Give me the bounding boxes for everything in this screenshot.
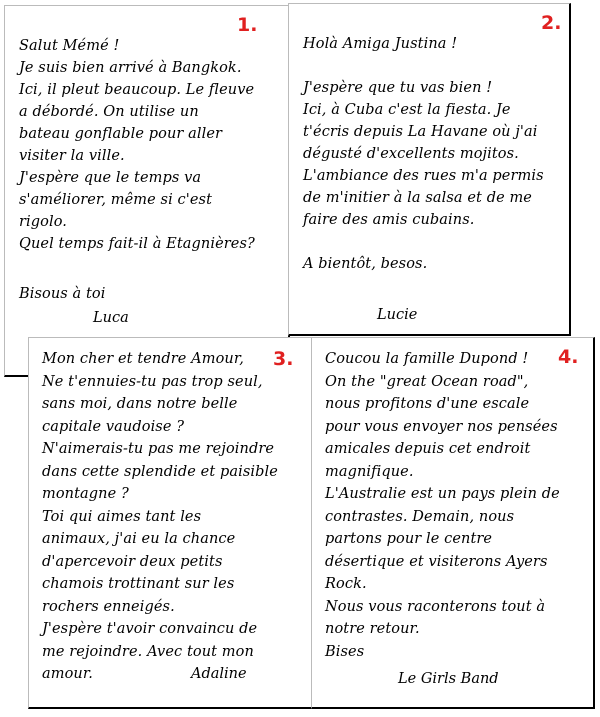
text-line: de m'initier à la salsa et de me bbox=[303, 190, 532, 206]
text-line: Rock. bbox=[325, 576, 367, 592]
text-line: me rejoindre. Avec tout mon bbox=[42, 643, 254, 660]
text-line: d'apercevoir deux petits bbox=[42, 553, 223, 570]
text-line: Bisous à toi bbox=[19, 286, 106, 302]
text-line: sans moi, dans notre belle bbox=[42, 396, 238, 412]
text-line: faire des amis cubains. bbox=[303, 212, 475, 228]
text-line: amour. bbox=[42, 666, 94, 682]
text-line: magnifique. bbox=[325, 463, 414, 480]
card-number: 3. bbox=[273, 348, 294, 370]
signature: Lucie bbox=[377, 307, 418, 323]
text-line: Bises bbox=[325, 643, 365, 660]
text-line: Je suis bien arrivé à Bangkok. bbox=[19, 60, 242, 76]
text-line: J'espère que le temps va bbox=[19, 170, 202, 186]
text-line: Ne t'ennuies-tu pas trop seul, bbox=[42, 373, 263, 390]
text-line: visiter la ville. bbox=[19, 148, 125, 164]
text-line: amicales depuis cet endroit bbox=[325, 441, 531, 457]
text-line: A bientôt, besos. bbox=[303, 256, 428, 272]
text-line: Ici, il pleut beaucoup. Le fleuve bbox=[19, 82, 255, 98]
text-line: nous profitons d'une escale bbox=[325, 396, 530, 412]
text-line: pour vous envoyer nos pensées bbox=[325, 418, 558, 435]
card-number: 2. bbox=[541, 12, 562, 34]
signature: Le Girls Band bbox=[398, 671, 499, 687]
text-line: Salut Mémé ! bbox=[19, 38, 120, 54]
postcard-4 bbox=[311, 337, 595, 709]
text-line: s'améliorer, même si c'est bbox=[19, 192, 212, 208]
text-line: dégusté d'excellents mojitos. bbox=[303, 146, 519, 162]
text-line: Coucou la famille Dupond ! bbox=[325, 351, 529, 367]
text-line: J'espère t'avoir convaincu de bbox=[42, 621, 258, 637]
card-number: 4. bbox=[558, 346, 579, 368]
postcard-3 bbox=[28, 337, 313, 709]
text-line: Toi qui aimes tant les bbox=[42, 508, 202, 525]
text-line: J'espère que tu vas bien ! bbox=[303, 80, 493, 96]
text-line: On the "great Ocean road", bbox=[325, 373, 529, 390]
text-line: Holà Amiga Justina ! bbox=[303, 36, 458, 52]
text-line: montagne ? bbox=[42, 486, 129, 502]
text-line: rigolo. bbox=[19, 214, 68, 230]
text-line: capitale vaudoise ? bbox=[42, 418, 185, 435]
text-line: N'aimerais-tu pas me rejoindre bbox=[42, 441, 275, 457]
postcard-2 bbox=[288, 3, 571, 336]
text-line: t'écris depuis La Havane où j'ai bbox=[303, 124, 538, 140]
postcard-1 bbox=[4, 5, 290, 377]
text-line: Ici, à Cuba c'est la fiesta. Je bbox=[303, 102, 511, 118]
text-line: contrastes. Demain, nous bbox=[325, 508, 515, 525]
text-line: L'ambiance des rues m'a permis bbox=[303, 168, 544, 184]
text-line: animaux, j'ai eu la chance bbox=[42, 531, 236, 547]
text-line: Quel temps fait-il à Etagnières? bbox=[19, 236, 255, 252]
text-line: notre retour. bbox=[325, 621, 420, 637]
text-line: dans cette splendide et paisible bbox=[42, 463, 278, 480]
card-number: 1. bbox=[237, 14, 258, 36]
text-line: bateau gonflable pour aller bbox=[19, 126, 223, 142]
text-line: L'Australie est un pays plein de bbox=[325, 486, 560, 502]
text-line: partons pour le centre bbox=[325, 531, 493, 547]
text-line: rochers enneigés. bbox=[42, 598, 175, 615]
signature: Adaline bbox=[191, 666, 247, 682]
signature: Luca bbox=[93, 310, 129, 326]
text-line: a débordé. On utilise un bbox=[19, 104, 199, 120]
text-line: Nous vous raconterons tout à bbox=[325, 598, 546, 615]
text-line: chamois trottinant sur les bbox=[42, 576, 235, 592]
text-line: désertique et visiterons Ayers bbox=[325, 553, 548, 570]
text-line: Mon cher et tendre Amour, bbox=[42, 351, 245, 367]
